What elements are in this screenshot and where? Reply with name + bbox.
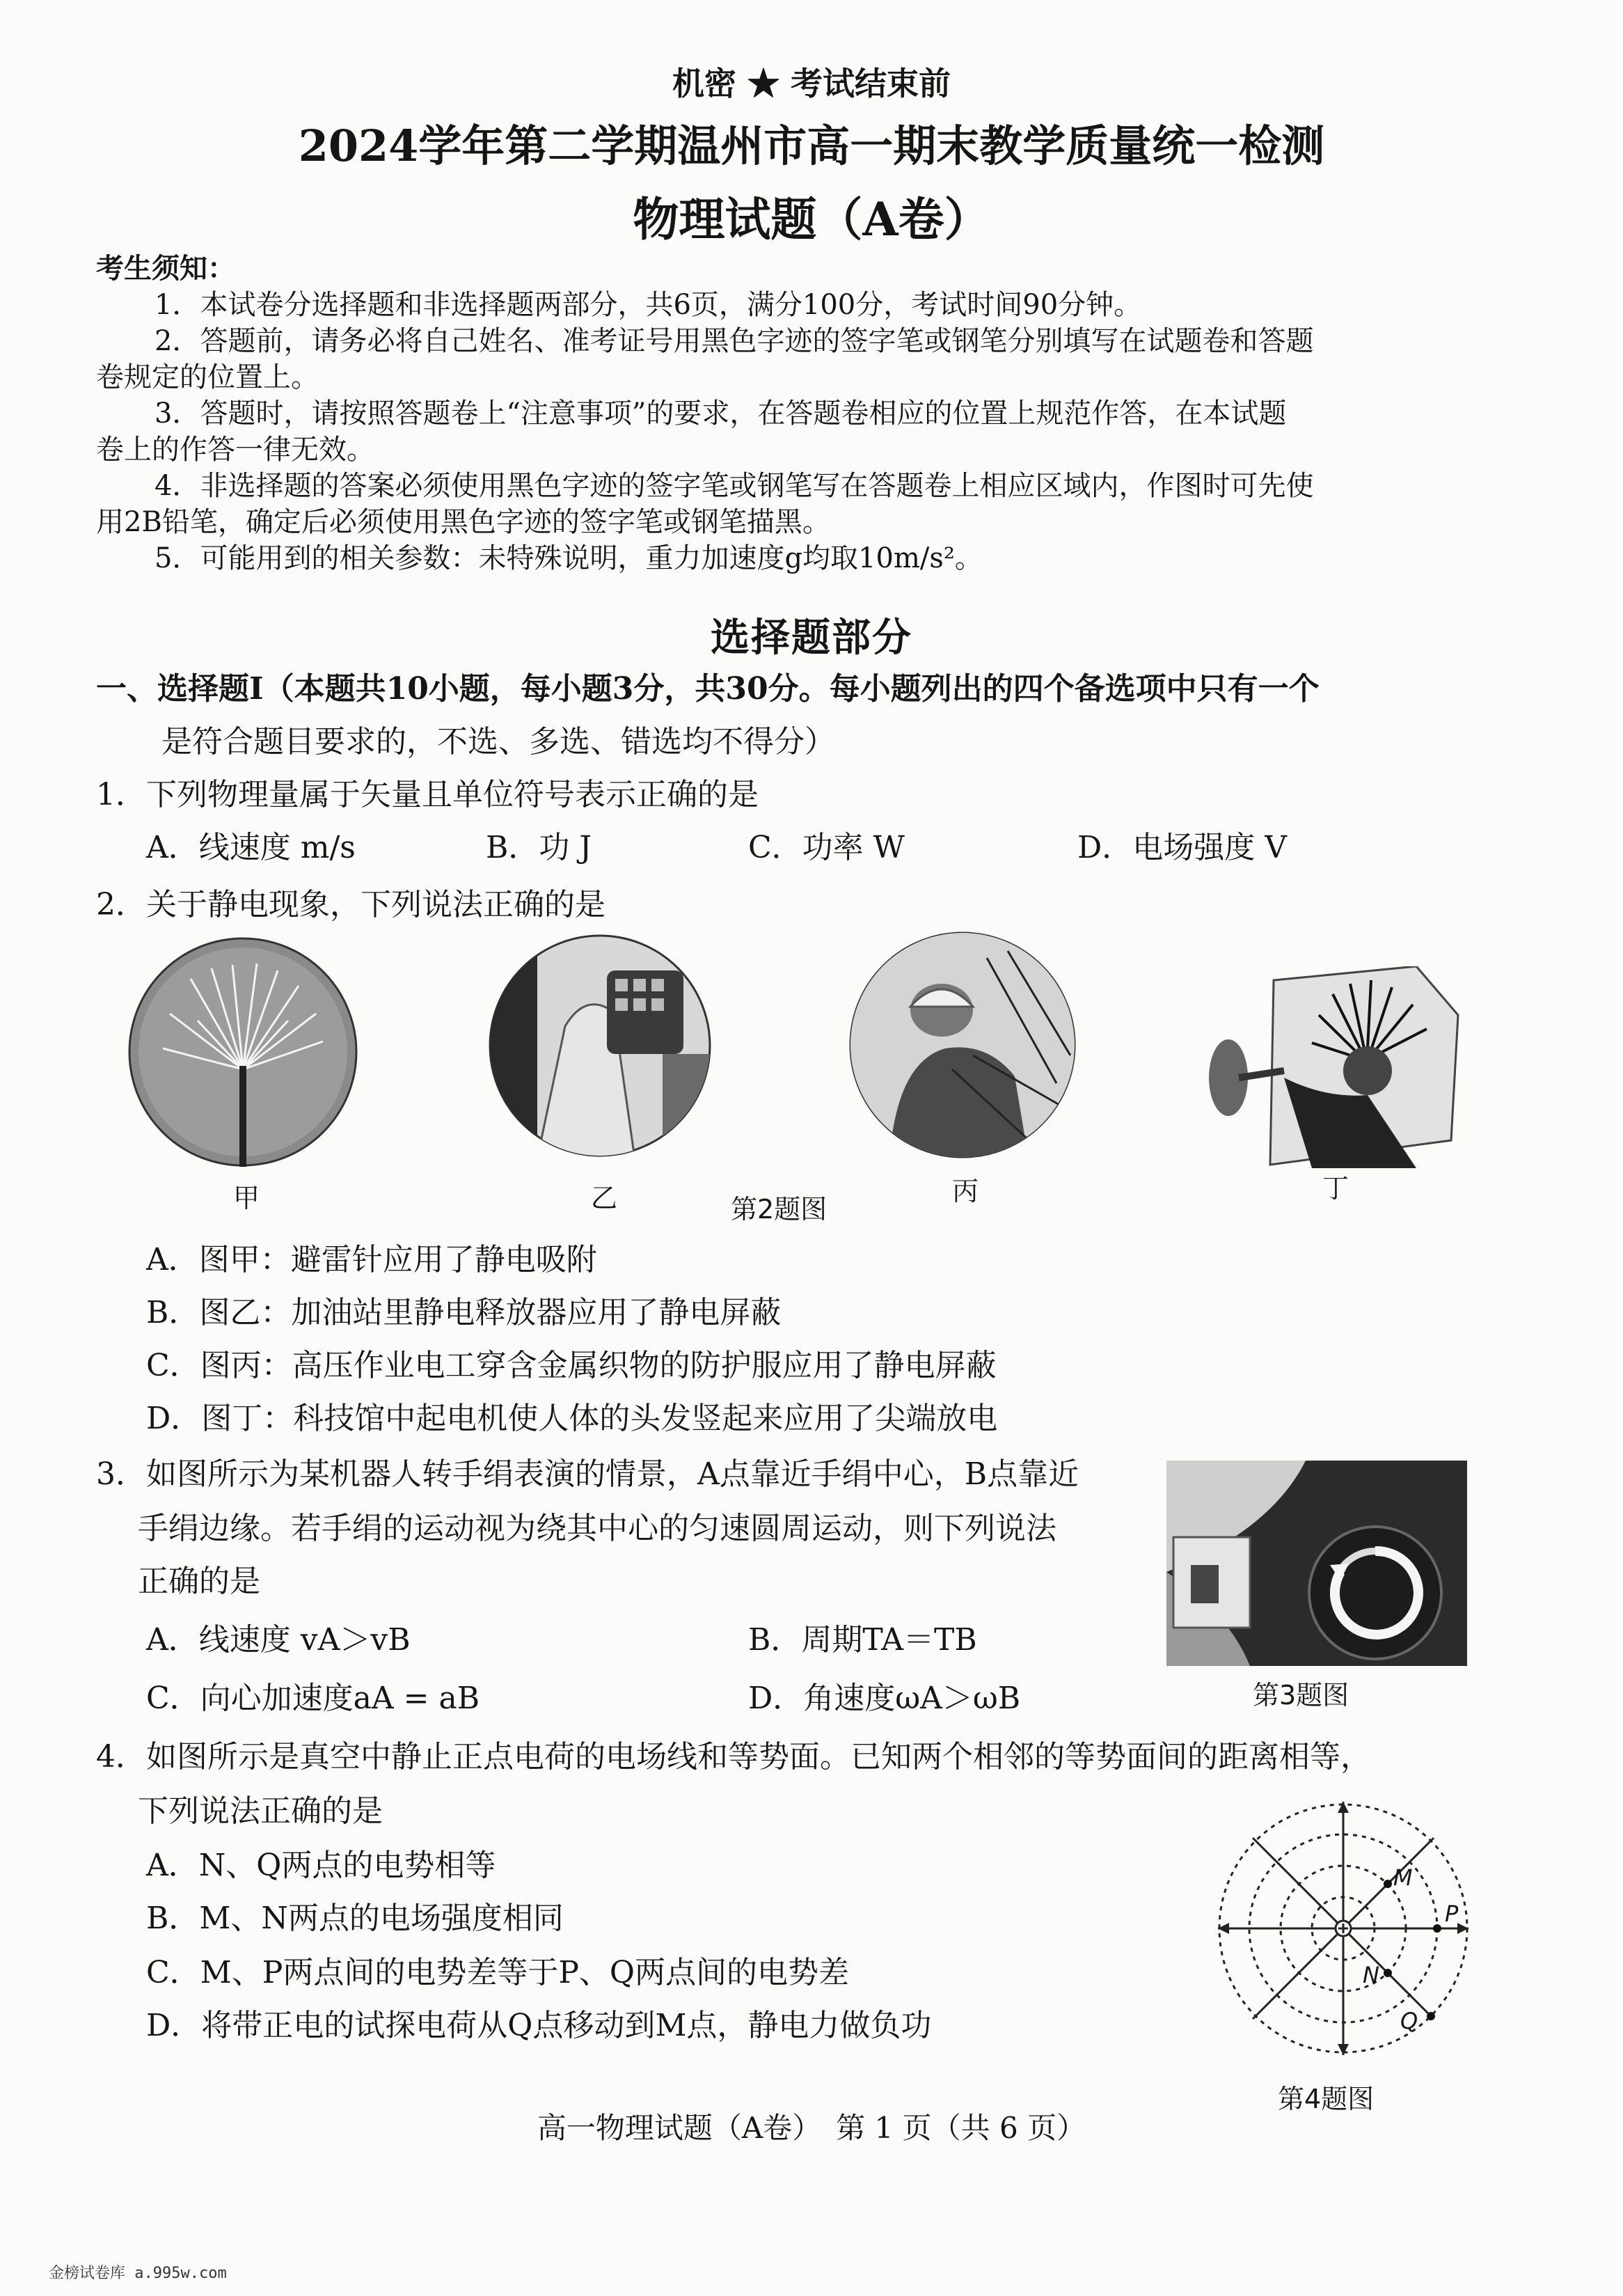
q3-stem-line-3: 正确的是 [138, 1564, 260, 1599]
watermark: 金榜试卷库 a.995w.com [49, 2265, 227, 2282]
q2-stem: 2．关于静电现象，下列说法正确的是 [96, 887, 605, 922]
q4-label-m: M [1393, 1864, 1413, 1891]
notice-line-5: 卷上的作答一律无效。 [96, 434, 374, 466]
q4-label-q: Q [1400, 2008, 1418, 2034]
notice-line-8: 5．可能用到的相关参数：未特殊说明，重力加速度g均取10m/s²。 [155, 542, 983, 574]
confidential-mark: 机密 ★ 考试结束前 [672, 65, 951, 102]
q4-stem-line-1: 4．如图所示是真空中静止正点电荷的电场线和等势面。已知两个相邻的等势面间的距离相等， [96, 1739, 1371, 1775]
figure-ding-hair-standing-photo [1208, 966, 1462, 1168]
notice-line-4: 3．答题时，请按照答题卷上“注意事项”的要求，在答题卷相应的位置上规范作答，在本试题 [155, 398, 1287, 430]
notice-line-2: 2．答题前，请务必将自己姓名、准考证号用黑色字迹的签字笔或钢笔分别填写在试题卷和答题 [155, 325, 1314, 357]
q2-option-b: B．图乙：加油站里静电释放器应用了静电屏蔽 [146, 1295, 782, 1330]
q4-field-diagram [1211, 1796, 1475, 2061]
section-title: 选择题部分 [711, 615, 912, 661]
q4-stem-line-2: 下列说法正确的是 [138, 1793, 383, 1829]
q3-option-c: C．向心加速度aA = aB [146, 1681, 480, 1716]
figure-jia-lightning-rod-photo [128, 937, 358, 1167]
q4-label-n: N [1363, 1962, 1379, 1988]
q4-label-p: P [1445, 1901, 1459, 1927]
figure-label-jia: 甲 [233, 1183, 260, 1213]
q3-option-b: B．周期TA＝TB [748, 1622, 977, 1658]
figure-bing-electrician-photo [848, 930, 1077, 1160]
notice-line-3: 卷规定的位置上。 [96, 361, 319, 393]
q3-option-d: D．角速度ωA＞ωB [748, 1681, 1021, 1716]
q4-figure-caption: 第4题图 [1278, 2084, 1375, 2114]
q1-option-b: B．功 J [486, 830, 592, 865]
q3-option-a: A．线速度 vA＞vB [146, 1622, 411, 1658]
q3-stem-line-1: 3．如图所示为某机器人转手绢表演的情景，A点靠近手绢中心，B点靠近 [96, 1456, 1079, 1492]
part1-instructions-1: 一、选择题Ⅰ（本题共10小题，每小题3分，共30分。每小题列出的四个备选项中只有一个 [96, 671, 1320, 707]
page-footer: 高一物理试题（A卷） 第 1 页（共 6 页） [537, 2111, 1086, 2145]
figure-label-bing: 丙 [952, 1176, 979, 1206]
q4-option-b: B．M、N两点的电场强度相同 [146, 1901, 564, 1936]
q2-figure-caption: 第2题图 [731, 1194, 828, 1225]
q4-option-c: C．M、P两点间的电势差等于P、Q两点间的电势差 [146, 1955, 850, 1990]
figure-yi-static-discharger-photo [489, 929, 711, 1158]
exam-title: 2024学年第二学期温州市高一期末教学质量统一检测 [298, 120, 1325, 171]
q2-option-c: C．图丙：高压作业电工穿含金属织物的防护服应用了静电屏蔽 [146, 1348, 997, 1383]
q4-option-a: A．N、Q两点的电势相等 [146, 1848, 496, 1883]
notice-line-1: 1．本试卷分选择题和非选择题两部分，共6页，满分100分，考试时间90分钟。 [155, 289, 1142, 321]
part1-instructions-2: 是符合题目要求的，不选、多选、错选均不得分） [161, 724, 835, 760]
q1-stem: 1．下列物理量属于矢量且单位符号表示正确的是 [96, 777, 759, 812]
notice-heading: 考生须知： [96, 253, 235, 285]
q4-option-d: D．将带正电的试探电荷从Q点移动到M点，静电力做负功 [146, 2008, 932, 2043]
q3-stem-line-2: 手绢边缘。若手绢的运动视为绕其中心的匀速圆周运动，则下列说法 [138, 1511, 1056, 1546]
q1-option-d: D．电场强度 V [1077, 830, 1288, 865]
figure-label-yi: 乙 [591, 1183, 618, 1213]
notice-line-6: 4．非选择题的答案必须使用黑色字迹的签字笔或钢笔写在答题卷上相应区域内，作图时可先使 [155, 470, 1314, 502]
q1-option-a: A．线速度 m/s [146, 830, 356, 865]
figure-label-ding: 丁 [1322, 1173, 1349, 1204]
q2-option-a: A．图甲：避雷针应用了静电吸附 [146, 1242, 597, 1277]
q2-option-d: D．图丁：科技馆中起电机使人体的头发竖起来应用了尖端放电 [146, 1401, 998, 1436]
q1-option-c: C．功率 W [748, 830, 905, 865]
q3-figure-caption: 第3题图 [1253, 1680, 1349, 1711]
notice-line-7: 用2B铅笔，确定后必须使用黑色字迹的签字笔或钢笔描黑。 [96, 506, 830, 538]
q3-robot-handkerchief-photo [1166, 1461, 1467, 1666]
exam-subtitle: 物理试题（A卷） [633, 192, 990, 246]
